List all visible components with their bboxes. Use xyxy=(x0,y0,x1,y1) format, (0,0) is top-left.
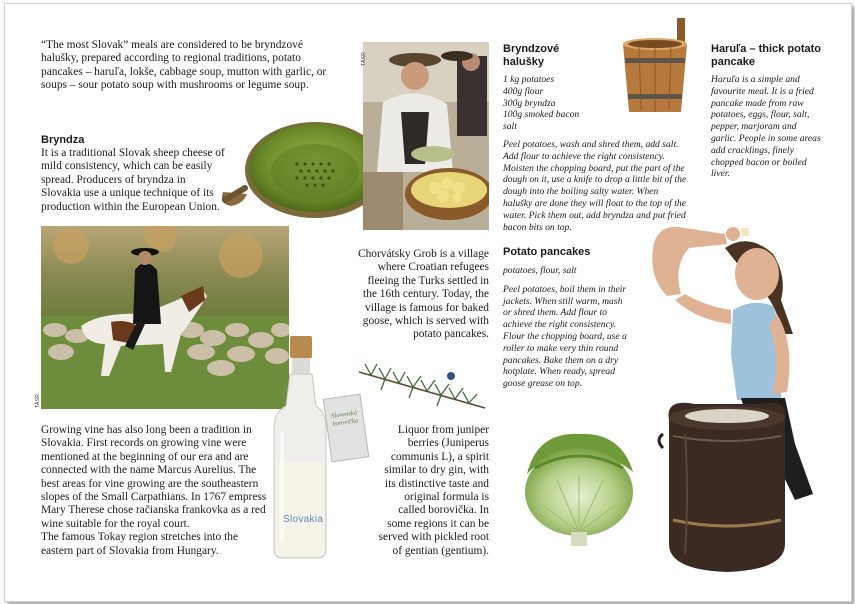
photo-credit-top: TASR xyxy=(361,51,367,66)
bryndza-bowl-image xyxy=(217,114,387,226)
bryndza-section xyxy=(41,134,227,214)
recipe-pancakes-title: Potato pancakes xyxy=(503,246,591,258)
woman-with-barrel-image xyxy=(645,214,817,586)
grob-paragraph: Chorvátsky Grob is a village where Croatian refugees fleeing the Turks settled in the 16th century. Today, the village is famous for baked goose, which is served with potato pancakes. xyxy=(358,248,489,341)
recipe-pancakes-ingredients: potatoes, flour, salt xyxy=(503,265,577,276)
recipe-pancakes-method: Peel potatoes, boil them in their jackets. When still warm, mash or shred them. Add flour to achieve the right consistency. Flour the chopping board, use a roller to make very thin round pancakes. Bake them on a dry hotplate. When ready, spread goose grease on top. xyxy=(503,283,627,390)
bryndza-text: It is a traditional Slovak sheep cheese of mild consistency, which can be easily spread. Producers of bryndza in Slovakia use a unique technique of its production within the European Union. xyxy=(41,147,225,213)
juniper-twig-image xyxy=(355,352,490,414)
brochure-page xyxy=(4,3,852,602)
intro-paragraph: “The most Slovak” meals are considered to be bryndzové halušky, prepared according to regional traditions, potato pancakes – haruľa, lokše, cabbage soup, mutton with garlic, or soups – sour potato soup with mushrooms or legume soup. xyxy=(41,39,327,92)
borovicka-bottle-image xyxy=(270,332,332,560)
folk-cooking-photo xyxy=(363,42,489,230)
bottle-brand-label: Slovakia xyxy=(283,514,324,525)
bottle-hang-tag: Slovenská borovička xyxy=(323,394,370,463)
recipe-harula xyxy=(711,43,823,180)
recipe-harula-title: Haruľa – thick potato pancake xyxy=(711,43,821,68)
photo-credit-left: TASR xyxy=(35,393,41,408)
cabbage-image xyxy=(517,424,639,554)
recipe-halusky-title: Bryndzové halušky xyxy=(503,43,560,68)
bryndza-heading: Bryndza xyxy=(41,134,85,146)
wine-text: Growing vine has also long been a tradition in Slovakia. First records on growing vine were mentioned at the beginning of our era and are connected with the name Marcus Aurelius. The best areas for vine growing are the southeastern slopes of the Small Carpathians. In 1767 empress Mary Therese chose račianska frankovka as a red wine suitable for the royal court. xyxy=(41,424,267,530)
liquor-paragraph: Liquor from juniper berries (Juniperus communis L), a spirit similar to dry gin, with its distinctive taste and original formula is called borovička. In some regions it can be served with pickled root of gentian (gentium). xyxy=(378,424,489,557)
recipe-halusky-ingredients: 1 kg potatoes 400g flour 300g bryndza 100g smoked bacon salt xyxy=(503,74,580,133)
recipe-harula-method: Haruľa is a simple and favourite meal. It is a fried pancake made from raw potatoes, eggs, flour, salt, pepper, marjoram and garlic. People in some areas add cracklings, finely chopped bacon or boiled liver. xyxy=(711,74,821,180)
tokay-text: The famous Tokay region stretches into the eastern part of Slovakia from Hungary. xyxy=(41,531,239,557)
recipe-pancakes xyxy=(503,246,633,390)
recipe-halusky-method: Peel potatoes, wash and shred them, add salt. Add flour to achieve the right consistency. Moisten the chopping board, put the part of the dough on it, use a knife to drop a little bit of the dough into the boiling salty water. When halušky are done they will float to the top of the water. Pick them out, add bryndza and put fried bacon bits on top. xyxy=(503,138,687,233)
wooden-bucket-image xyxy=(615,14,695,118)
shepherd-horse-photo xyxy=(41,226,289,409)
wine-section xyxy=(41,424,267,558)
